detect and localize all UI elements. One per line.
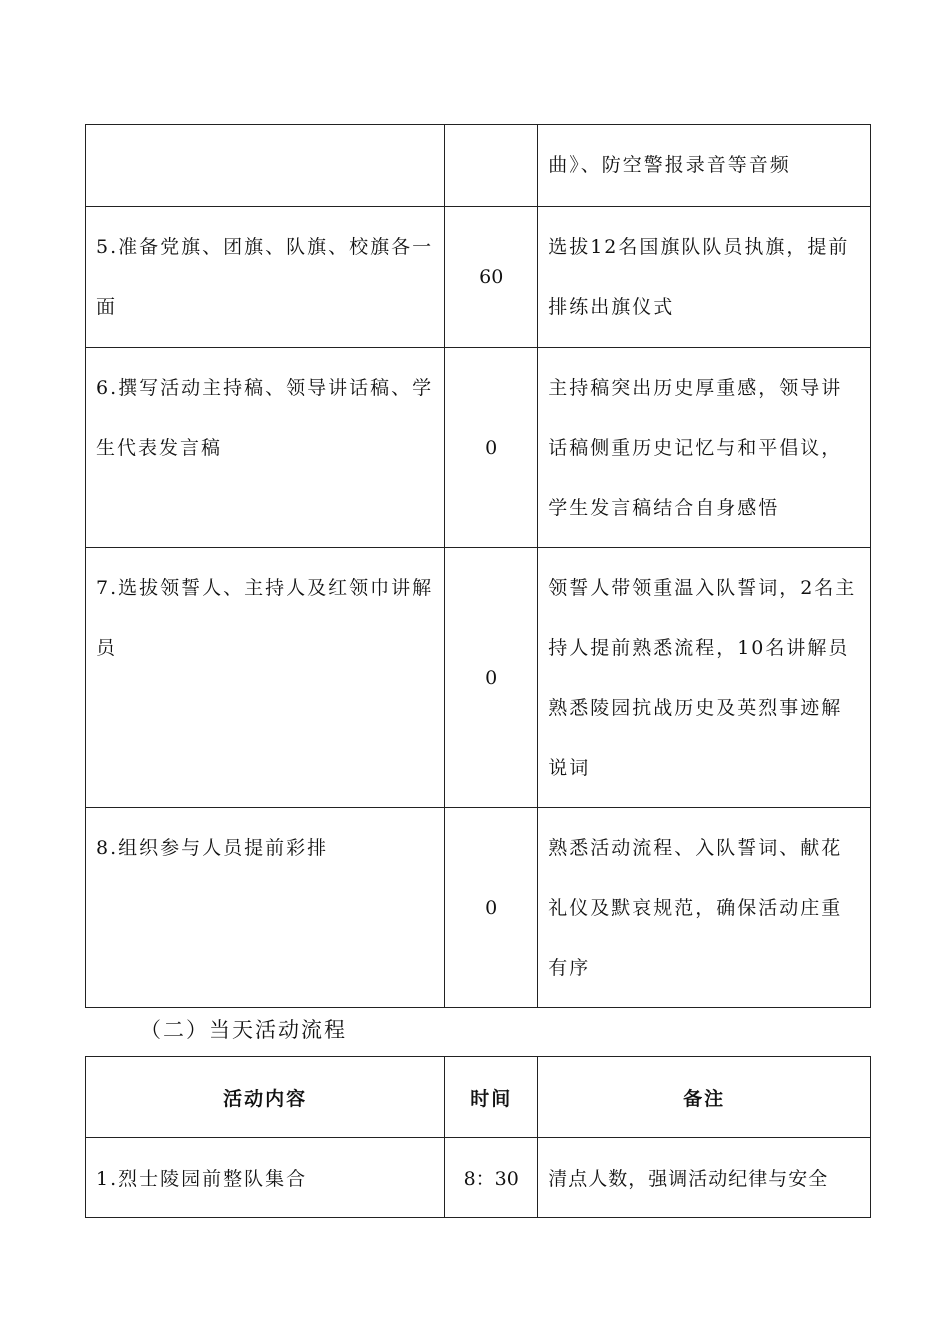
task-content-cell: 7.选拔领誓人、主持人及红领巾讲解员: [86, 548, 445, 808]
table-row: [86, 808, 871, 1008]
task-content-cell: 6.撰写活动主持稿、领导讲话稿、学生代表发言稿: [86, 348, 445, 548]
header-content: 活动内容: [86, 1057, 445, 1138]
task-content-cell: [86, 125, 445, 207]
table-row: [86, 125, 871, 207]
task-time-cell: 0: [445, 548, 538, 808]
task-note-cell: 熟悉活动流程、入队誓词、献花礼仪及默哀规范，确保活动庄重有序: [538, 808, 871, 1008]
task-time-cell: 0: [445, 808, 538, 1008]
prep-tasks-table: [85, 124, 871, 1008]
table-header-row: [86, 1057, 871, 1138]
task-note-cell: 主持稿突出历史厚重感，领导讲话稿侧重历史记忆与和平倡议，学生发言稿结合自身感悟: [538, 348, 871, 548]
task-content-cell: 5.准备党旗、团旗、队旗、校旗各一面: [86, 207, 445, 348]
task-time-cell: 60: [445, 207, 538, 348]
schedule-note-cell: 清点人数，强调活动纪律与安全: [538, 1138, 871, 1218]
table-row: [86, 207, 871, 348]
section-heading: （二）当天活动流程: [140, 1018, 347, 1042]
task-note-cell: 领誓人带领重温入队誓词，2名主持人提前熟悉流程，10名讲解员熟悉陵园抗战历史及英烈事迹解说词: [538, 548, 871, 808]
table-row: [86, 1138, 871, 1218]
task-note-cell: 曲》、防空警报录音等音频: [538, 125, 871, 207]
header-time: 时间: [445, 1057, 538, 1138]
table-row: [86, 348, 871, 548]
schedule-content-cell: 1.烈士陵园前整队集合: [86, 1138, 445, 1218]
header-note: 备注: [538, 1057, 871, 1138]
task-time-cell: 0: [445, 348, 538, 548]
task-content-cell: 8.组织参与人员提前彩排: [86, 808, 445, 1008]
task-note-cell: 选拔12名国旗队队员执旗，提前排练出旗仪式: [538, 207, 871, 348]
task-time-cell: [445, 125, 538, 207]
day-schedule-table: [85, 1056, 871, 1218]
schedule-time-cell: 8：30: [445, 1138, 538, 1218]
table-row: [86, 548, 871, 808]
